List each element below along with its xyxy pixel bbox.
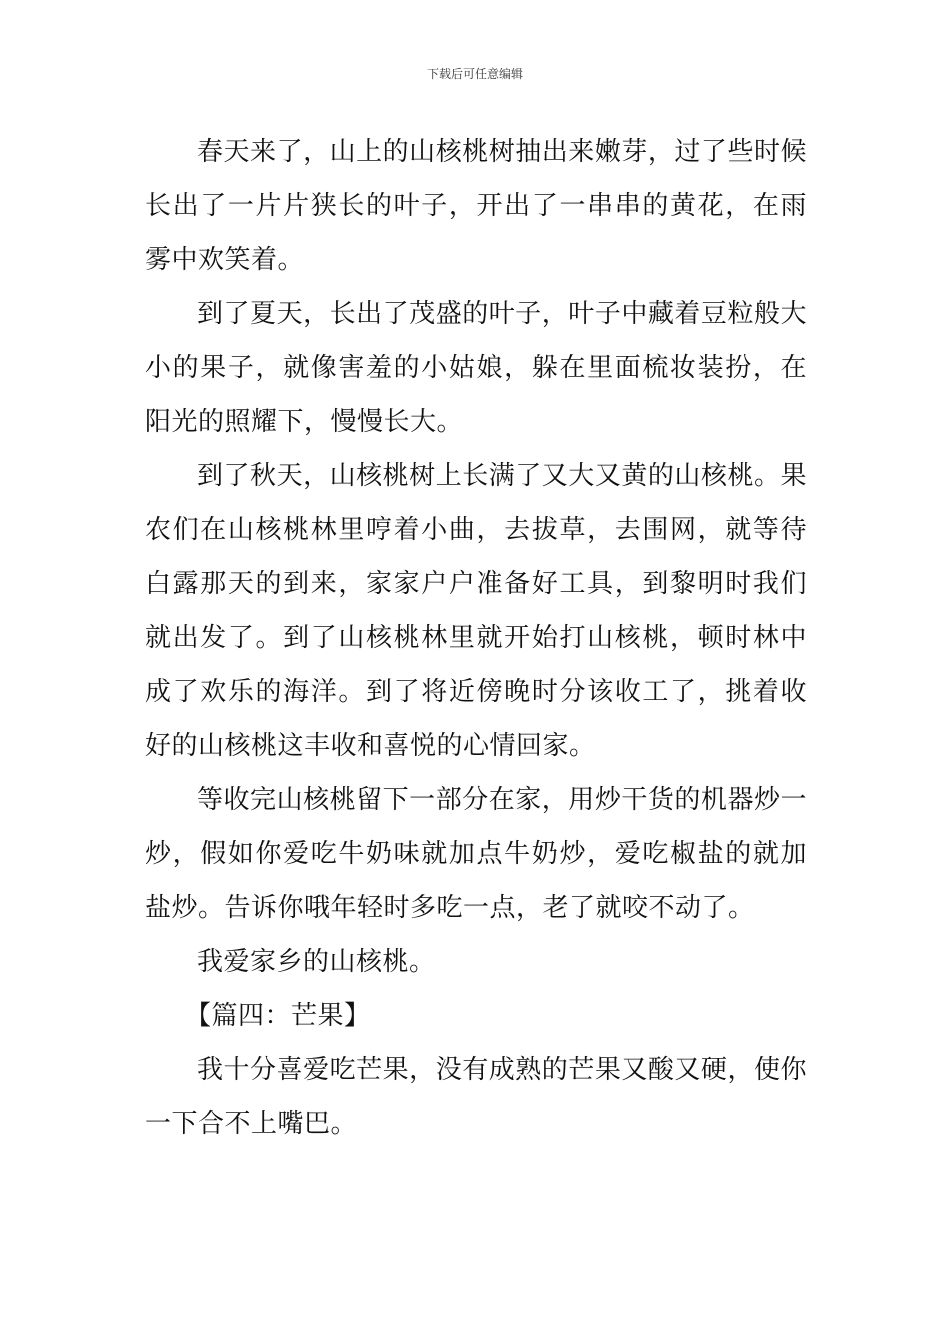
paragraph-summer: 到了夏天，长出了茂盛的叶子，叶子中藏着豆粒般大小的果子，就像害羞的小姑娘，躲在里面梳妆装扮，在阳光的照耀下，慢慢长大。	[145, 299, 807, 437]
paragraph-mango: 我十分喜爱吃芒果，没有成熟的芒果又酸又硬，使你一下合不上嘴巴。	[145, 1055, 807, 1139]
paragraph-autumn: 到了秋天，山核桃树上长满了又大又黄的山核桃。果农们在山核桃林里哼着小曲，去拔草，去围网，就等待白露那天的到来，家家户户准备好工具，到黎明时我们就出发了。到了山核桃林里就开始打山核桃，顿时林中成了欢乐的海洋。到了将近傍晚时分该收工了，挑着收好的山核桃这丰收和喜悦的心情回家。	[145, 461, 807, 761]
section-heading: 【篇四：芒果】	[185, 1001, 371, 1031]
paragraph-spring: 春天来了，山上的山核桃树抽出来嫩芽，过了些时候长出了一片片狭长的叶子，开出了一串串的黄花，在雨雾中欢笑着。	[145, 137, 807, 275]
paragraph-conclusion: 我爱家乡的山核桃。	[197, 947, 436, 977]
document-body	[145, 125, 807, 1151]
paragraph-roasting: 等收完山核桃留下一部分在家，用炒干货的机器炒一炒，假如你爱吃牛奶味就加点牛奶炒，爱吃椒盐的就加盐炒。告诉你哦年轻时多吃一点，老了就咬不动了。	[145, 785, 807, 923]
page-header-note: 下载后可任意编辑	[426, 67, 523, 81]
